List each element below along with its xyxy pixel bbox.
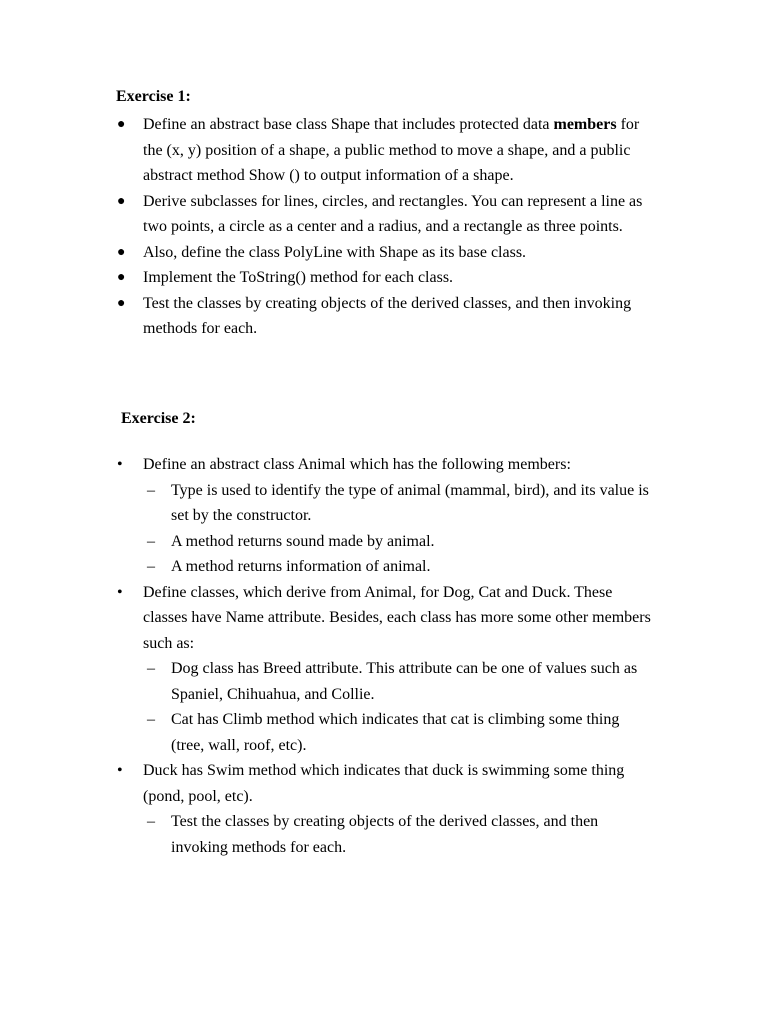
item-text: Test the classes by creating objects of the derived classes, and then invoking methods for each. <box>143 294 632 337</box>
item-text-start: Define an abstract base class Shape that includes protected data <box>143 116 550 133</box>
item-text: Implement the ToString() method for each class. <box>143 269 454 286</box>
exercise-2-list <box>0 452 768 860</box>
sub-list-item <box>143 529 655 555</box>
item-text: Derive subclasses for lines, circles, and rectangles. You can represent a line as two points, a circle as a center and a radius, and a rectangle as three points. <box>143 192 643 235</box>
sub-item-text: A method returns sound made by animal. <box>171 532 435 550</box>
list-item <box>0 291 655 342</box>
sub-list-item <box>143 809 655 860</box>
exercise-1-title: Exercise 1: <box>116 88 191 105</box>
item-text-end: for the (x, y) position of a shape, a public method to move a shape, and a public abstract method Show () to output information of a shape. <box>143 116 640 184</box>
sub-list-item <box>143 554 655 580</box>
sub-item-text: Cat has Climb method which indicates that cat is climbing some thing (tree, wall, roof, etc). <box>171 711 620 754</box>
item-text: Define classes, which derive from Animal, for Dog, Cat and Duck. These classes have Name attribute. Besides, each class has more some other members such as: <box>143 583 651 652</box>
item-text: Also, define the class PolyLine with Shape as its base class. <box>143 243 527 261</box>
list-item <box>0 240 655 266</box>
bullet-icon: ● <box>117 270 126 285</box>
list-item <box>0 580 655 759</box>
sub-list <box>143 478 655 580</box>
list-item <box>0 452 655 580</box>
bullet-icon: ● <box>117 295 126 311</box>
dash-icon: – <box>147 813 155 830</box>
list-item <box>0 758 655 860</box>
bullet-icon: • <box>117 762 123 779</box>
exercise-2-title: Exercise 2: <box>121 410 196 427</box>
dash-icon: – <box>147 660 155 677</box>
list-item <box>0 265 655 291</box>
dash-icon: – <box>147 711 155 728</box>
bullet-icon: ● <box>117 117 126 132</box>
item-text: Define an abstract class Animal which has the following members: <box>143 456 571 473</box>
list-item <box>0 112 655 189</box>
sub-item-text: Test the classes by creating objects of the derived classes, and then invoking methods for each. <box>171 813 599 856</box>
sub-list-item <box>143 656 655 707</box>
item-text-bold: members <box>553 116 617 133</box>
sub-list-item <box>143 478 655 529</box>
dash-icon: – <box>147 481 155 499</box>
sub-list <box>143 809 655 860</box>
list-item <box>0 189 655 240</box>
sub-item-text: Type is used to identify the type of animal (mammal, bird), and its value is set by the constructor. <box>171 481 649 524</box>
dash-icon: – <box>147 532 155 550</box>
exercise-1-list <box>0 112 768 342</box>
sub-list-item <box>143 707 655 758</box>
sub-list <box>143 656 655 758</box>
bullet-icon: ● <box>117 244 126 260</box>
bullet-icon: • <box>117 583 123 601</box>
sub-item-text: A method returns information of animal. <box>171 558 431 575</box>
bullet-icon: • <box>117 456 123 473</box>
dash-icon: – <box>147 558 155 575</box>
sub-item-text: Dog class has Breed attribute. This attribute can be one of values such as Spaniel, Chihuahua, and Collie. <box>171 660 638 703</box>
item-text: Duck has Swim method which indicates that duck is swimming some thing (pond, pool, etc). <box>143 762 625 805</box>
bullet-icon: ● <box>117 193 126 209</box>
